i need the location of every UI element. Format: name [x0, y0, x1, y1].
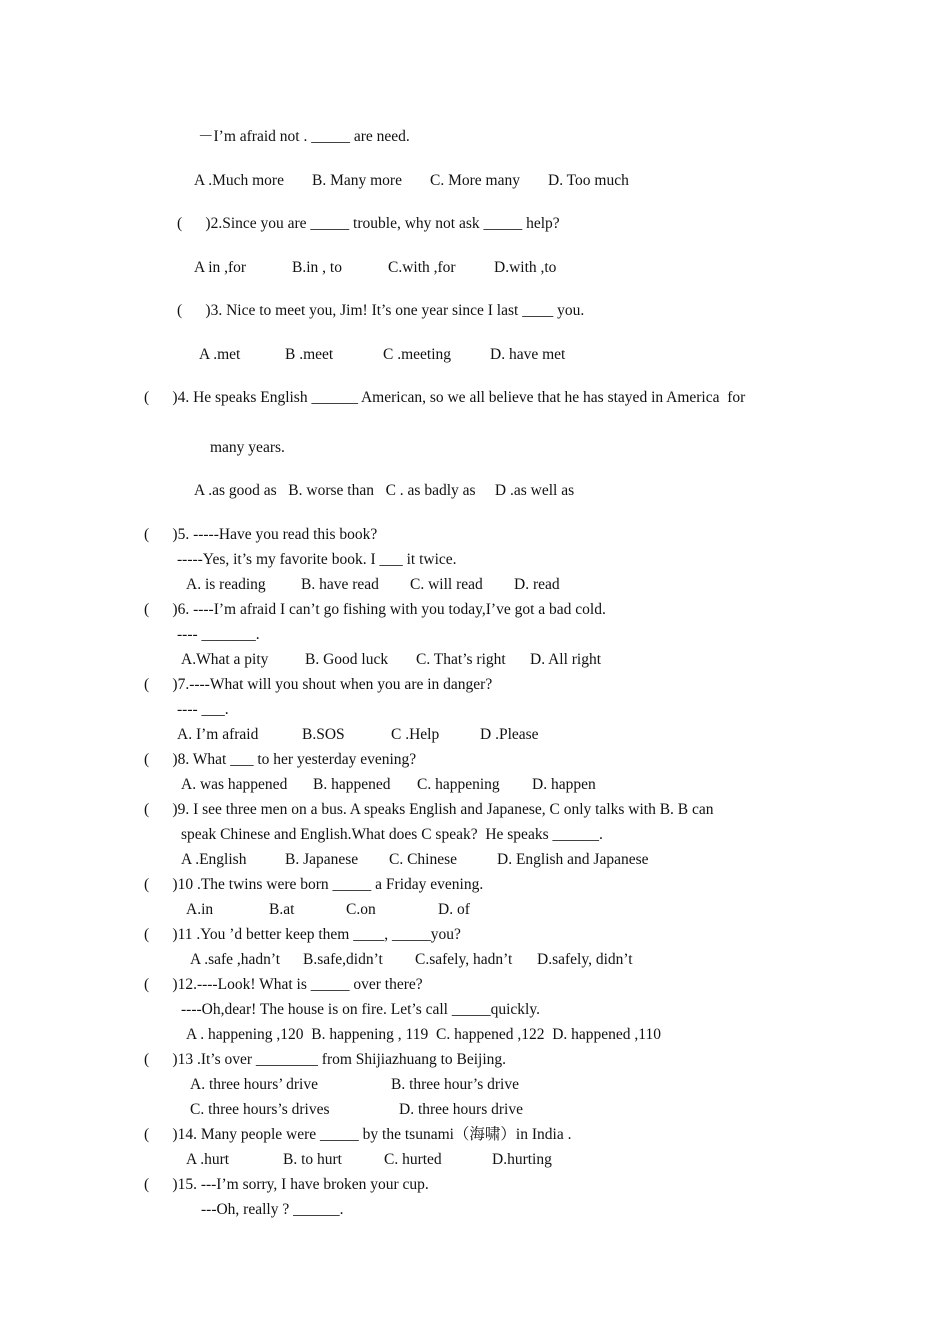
q1-option-a: A .Much more — [194, 172, 284, 189]
q5-option-d: D. read — [514, 576, 560, 593]
q5-option-c: C. will read — [410, 576, 483, 593]
q5-option-a: A. is reading — [186, 576, 266, 593]
q6-option-d: D. All right — [530, 651, 602, 668]
q11-option-d: D.safely, didn’t — [537, 951, 633, 968]
q12-options: A . happening ,120 B. happening , 119 C. happened ,122 D. happened ,110 — [186, 1026, 661, 1043]
q12-stem: ( )12.----Look! What is _____ over there? — [144, 976, 423, 993]
q2-option-b: B.in , to — [292, 259, 342, 276]
q13-option-c: C. three hours’s drives — [190, 1101, 330, 1118]
q14-option-a: A .hurt — [186, 1151, 230, 1168]
q1-option-b: B. Many more — [312, 172, 402, 189]
q9-option-c: C. Chinese — [389, 851, 458, 868]
q10-option-d: D. of — [438, 901, 470, 918]
q3-stem: ( )3. Nice to meet you, Jim! It’s one year since I last ____ you. — [177, 302, 585, 319]
q3-option-d: D. have met — [490, 346, 566, 363]
q15-reply: ---Oh, really ? ______. — [201, 1201, 344, 1218]
q4-stem: ( )4. He speaks English ______ American, so we all believe that he has stayed in America for — [144, 389, 746, 406]
q6-option-a: A.What a pity — [181, 651, 269, 668]
q9-option-b: B. Japanese — [285, 851, 359, 868]
q7-option-a: A. I’m afraid — [177, 726, 259, 743]
q8-option-c: C. happening — [417, 776, 500, 793]
q14-option-b: B. to hurt — [283, 1151, 342, 1168]
q13-option-a: A. three hours’ drive — [190, 1076, 318, 1093]
q14-option-c: C. hurted — [384, 1151, 442, 1168]
q5-stem: ( )5. -----Have you read this book? — [144, 526, 378, 543]
q13-option-d: D. three hours drive — [399, 1101, 523, 1118]
q7-option-d: D .Please — [480, 726, 539, 743]
q9-stem: ( )9. I see three men on a bus. A speaks English and Japanese, C only talks with B. B can — [144, 801, 714, 818]
q11-option-c: C.safely, hadn’t — [415, 951, 513, 968]
q8-option-a: A. was happened — [181, 776, 288, 793]
q13-stem: ( )13 .It’s over ________ from Shijiazhuang to Beijing. — [144, 1051, 507, 1068]
q4-stem-continued: many years. — [210, 439, 285, 456]
q3-option-c: C .meeting — [383, 346, 452, 363]
q6-option-b: B. Good luck — [305, 651, 389, 668]
q14-stem: ( )14. Many people were _____ by the tsunami（海啸）in India . — [144, 1126, 572, 1143]
q14-option-d: D.hurting — [492, 1151, 552, 1168]
q5-option-b: B. have read — [301, 576, 379, 593]
q6-stem: ( )6. ----I’m afraid I can’t go fishing with you today,I’ve got a bad cold. — [144, 601, 606, 618]
q15-stem: ( )15. ---I’m sorry, I have broken your cup. — [144, 1176, 429, 1193]
q13-option-b: B. three hour’s drive — [391, 1076, 519, 1093]
q7-reply: ---- ___. — [177, 701, 229, 718]
q5-reply: -----Yes, it’s my favorite book. I ___ it twice. — [177, 551, 457, 568]
q6-reply: ---- _______. — [177, 626, 260, 643]
q10-stem: ( )10 .The twins were born _____ a Friday evening. — [144, 876, 484, 893]
q8-stem: ( )8. What ___ to her yesterday evening? — [144, 751, 417, 768]
q1-option-c: C. More many — [430, 172, 520, 189]
q7-option-c: C .Help — [391, 726, 440, 743]
q7-stem: ( )7.----What will you shout when you are in danger? — [144, 676, 493, 693]
q8-option-b: B. happened — [313, 776, 391, 793]
q1-answer-line: －I’m afraid not . _____ are need. — [198, 128, 410, 145]
q7-option-b: B.SOS — [302, 726, 345, 743]
q11-stem: ( )11 .You ’d better keep them ____, _____you? — [144, 926, 461, 943]
q8-option-d: D. happen — [532, 776, 596, 793]
q6-option-c: C. That’s right — [416, 651, 506, 668]
q3-option-a: A .met — [199, 346, 241, 363]
q9-stem-continued: speak Chinese and English.What does C speak? He speaks ______. — [181, 826, 603, 843]
q3-option-b: B .meet — [285, 346, 334, 363]
q4-options: A .as good as B. worse than C . as badly as D .as well as — [194, 482, 575, 499]
q10-option-c: C.on — [346, 901, 376, 918]
q12-reply: ----Oh,dear! The house is on fire. Let’s call _____quickly. — [181, 1001, 540, 1018]
q2-option-d: D.with ,to — [494, 259, 557, 276]
q9-option-d: D. English and Japanese — [497, 851, 649, 868]
q2-option-c: C.with ,for — [388, 259, 456, 276]
q10-option-a: A.in — [186, 901, 214, 918]
q2-option-a: A in ,for — [194, 259, 247, 276]
q11-option-a: A .safe ,hadn’t — [190, 951, 281, 968]
q1-option-d: D. Too much — [548, 172, 629, 189]
q10-option-b: B.at — [269, 901, 295, 918]
q9-option-a: A .English — [181, 851, 247, 868]
q11-option-b: B.safe,didn’t — [303, 951, 383, 968]
q2-stem: ( )2.Since you are _____ trouble, why not ask _____ help? — [177, 215, 560, 232]
